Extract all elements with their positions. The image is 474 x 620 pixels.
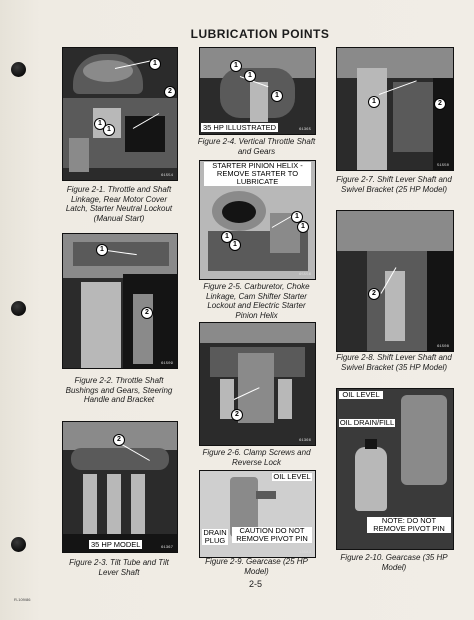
callout-1: 1 <box>96 244 108 256</box>
figure-2-7-photo <box>336 47 454 171</box>
page-number: 2-5 <box>249 579 263 589</box>
photo-code: 51550 <box>436 164 449 168</box>
callout-2: 2 <box>231 409 243 421</box>
callout-1: 1 <box>149 58 161 70</box>
photo-code: 13583 <box>298 551 311 555</box>
note-label: NOTE: DO NOT REMOVE PIVOT PIN <box>367 517 451 533</box>
photo-code: 61365 <box>298 128 311 132</box>
photo-code: 61508 <box>436 345 449 349</box>
callout-1: 1 <box>94 118 106 130</box>
callout-2: 2 <box>434 98 446 110</box>
callout-1: 1 <box>230 60 242 72</box>
figure-2-4-caption: Figure 2-4. Vertical Throttle Shaft and Gears <box>197 137 316 156</box>
callout-1: 1 <box>368 96 380 108</box>
figure-2-3-caption: Figure 2-3. Tilt Tube and Tilt Lever Shaft <box>69 558 169 577</box>
photo-code: 61367 <box>160 546 173 550</box>
callout-2: 2 <box>141 307 153 319</box>
figure-2-9-photo <box>199 470 316 558</box>
caution-label: CAUTION DO NOT REMOVE PIVOT PIN <box>232 527 312 543</box>
page-title: LUBRICATION POINTS <box>190 27 330 41</box>
photo-code: 61366 <box>298 439 311 443</box>
oil-drain-fill-label: OIL DRAIN/FILL <box>339 418 395 427</box>
model-label: 35 HP MODEL <box>91 540 141 549</box>
callout-1: 1 <box>291 211 303 223</box>
figure-2-2-photo <box>62 233 178 369</box>
callout-1: 1 <box>271 90 283 102</box>
figure-2-8-photo <box>336 210 454 352</box>
document-code: R-109/86 <box>14 597 31 602</box>
figure-2-7-caption: Figure 2-7. Shift Lever Shaft and Swivel Bracket (25 HP Model) <box>336 175 452 194</box>
figure-2-9-caption: Figure 2-9. Gearcase (25 HP Model) <box>205 557 308 576</box>
callout-2: 2 <box>113 434 125 446</box>
figure-2-1-caption: Figure 2-1. Throttle and Shaft Linkage, Rear Motor Cover Latch, Starter Neutral Lockout (Manual Start) <box>65 185 173 223</box>
figure-2-6-photo <box>199 322 316 446</box>
callout-2: 2 <box>164 86 176 98</box>
drain-plug-label: DRAIN PLUG <box>203 528 227 545</box>
figure-2-5-caption: Figure 2-5. Carburetor, Choke Linkage, Cam Shifter Starter Lockout and Electric Starter Pinion Helix <box>203 282 310 320</box>
figure-2-10-caption: Figure 2-10. Gearcase (35 HP Model) <box>340 553 448 572</box>
figure-2-8-caption: Figure 2-8. Shift Lever Shaft and Swivel Bracket (35 HP Model) <box>336 353 452 372</box>
figure-2-4-photo <box>199 47 316 135</box>
callout-1: 1 <box>244 70 256 82</box>
model-label: 35 HP ILLUSTRATED <box>203 123 277 132</box>
callout-1: 1 <box>103 124 115 136</box>
photo-code: 65556 <box>298 273 311 277</box>
figure-2-6-caption: Figure 2-6. Clamp Screws and Reverse Lock <box>202 448 311 467</box>
oil-level-label: OIL LEVEL <box>273 472 311 481</box>
figure-2-1-photo <box>62 47 178 181</box>
callout-1: 1 <box>229 239 241 251</box>
binder-hole <box>11 62 26 77</box>
binder-hole <box>11 537 26 552</box>
callout-1: 1 <box>297 221 309 233</box>
photo-code: 61509 <box>160 362 173 366</box>
figure-2-5-photo <box>199 160 316 280</box>
figure-2-10-photo <box>336 388 454 550</box>
photo-code: 61554 <box>160 174 173 178</box>
oil-level-label: OIL LEVEL <box>339 391 383 399</box>
figure-2-2-caption: Figure 2-2. Throttle Shaft Bushings and Gears, Steering Handle and Bracket <box>65 376 173 404</box>
callout-2: 2 <box>368 288 380 300</box>
starter-pinion-label: STARTER PINION HELIX - REMOVE STARTER TO LUBRICATE <box>204 162 311 186</box>
callout-1: 1 <box>221 231 233 243</box>
binder-hole <box>11 301 26 316</box>
figure-2-3-photo <box>62 421 178 553</box>
